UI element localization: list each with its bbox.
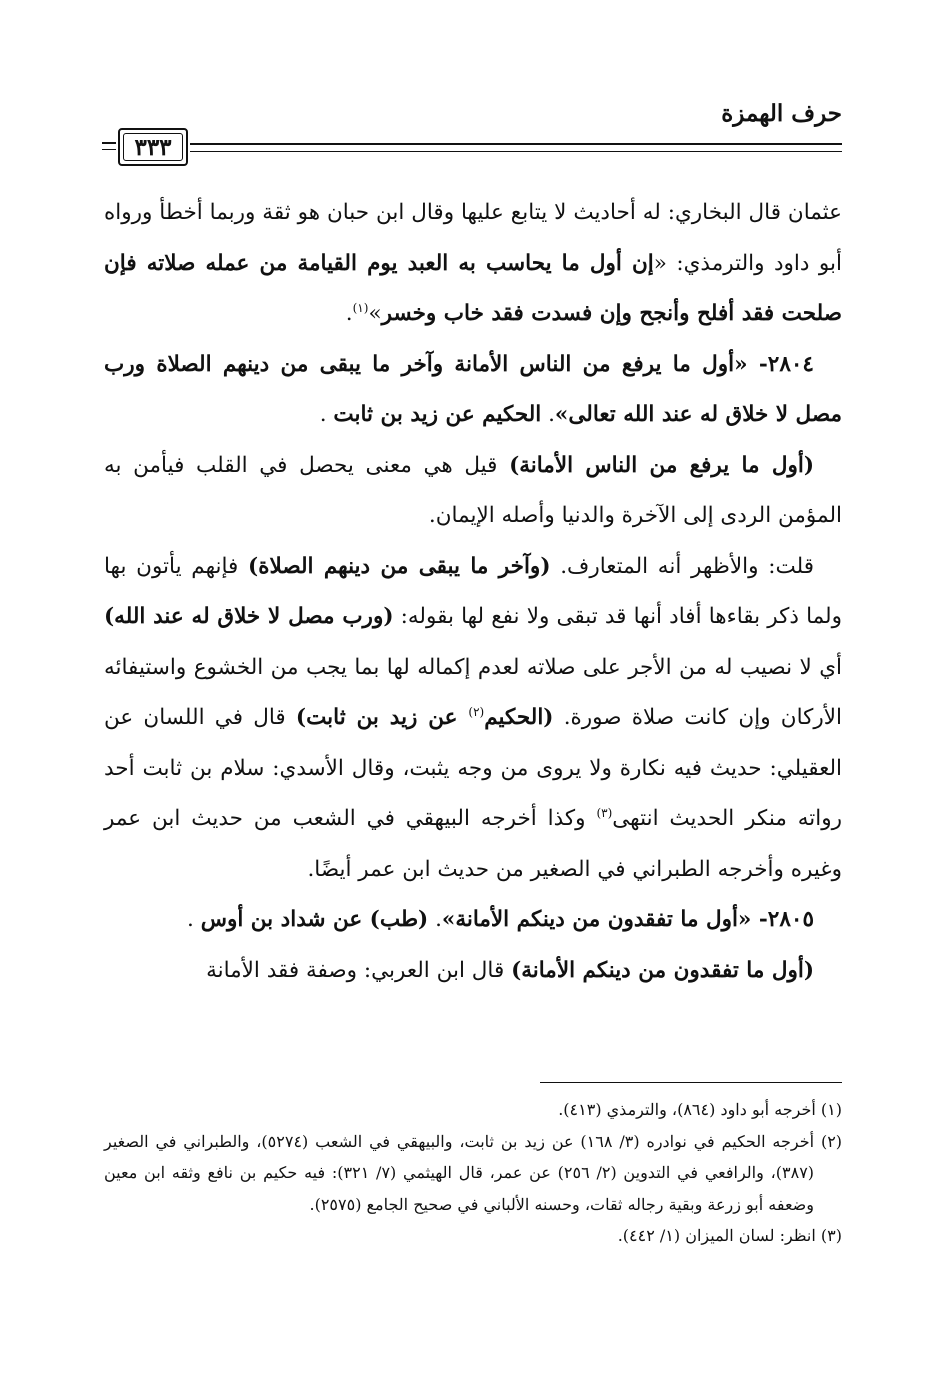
text-run: وكذا أخرجه البيهقي في الشعب من حديث ابن عمر وغيره وأخرجه الطبراني في الصغير من حديث ابن عمر أيضًا. [104,806,842,882]
header-rule [190,143,842,152]
paragraph-4 [104,542,842,896]
main-text [104,188,842,996]
commentary-lemma: (ورب مصل لا خلاق له عند الله) [104,604,394,629]
hadith-quote: إن أول ما يحاسب به العبد يوم القيامة من عمله صلاته فإن صلحت فقد أفلح وأنجح وإن فسدت فقد خاب وخسر [104,250,842,326]
paragraph-1 [104,188,842,340]
footnotes [104,1094,842,1252]
hadith-number: ٢٨٠٤- [747,351,814,377]
hadith-source: (طب) عن شداد بن أوس [200,907,429,932]
text-run: . [428,907,442,932]
text-run: فإنهم يأتون بها ولما ذكر بقاءها أفاد أنها قد تبقى ولا نفع لها بقوله: [104,553,842,629]
hadith-number: ٢٨٠٥- [751,907,814,932]
paragraph-6 [104,946,842,997]
page-number: ٣٣٣ [134,133,172,161]
text-run: قلت: والأظهر أنه المتعارف. [550,553,814,579]
text-run: أي لا نصيب له من الأجر على صلاته لعدم إكماله لها بما يجب من الخشوع واستيفائه الأركان وإن كانت صلاة صورة. [104,654,842,730]
hadith-2804 [104,340,842,441]
running-header-title: حرف الهمزة [721,100,842,127]
footnote-ref-1: (١) [352,300,369,315]
text-run: . [319,402,334,427]
text-run: قيل هي معنى يحصل في القلب فيأمن به المؤمن الردى إلى الآخرة والدنيا وأصله الإيمان. [104,452,842,528]
footnote-ref-2: (٢) [468,704,485,719]
text-run: قال في اللسان عن العقيلي: حديث فيه نكارة ولا يروى من وجه يثبت، وقال الأسدي: سلام بن ثابت أحد رواته منكر الحديث انتهى [104,705,842,831]
hadith-2805 [104,895,842,946]
footnote-1: (١) أخرجه أبو داود (٨٦٤)، والترمذي (٤١٣). [558,1100,842,1119]
text-run: . [187,907,201,932]
text-run: » [368,301,382,326]
commentary-lemma: (وآخر ما يبقى من دينهم الصلاة) [248,553,551,579]
footnote-ref-3: (٣) [596,805,613,820]
commentary-lemma: (أول ما تفقدون من دينكم الأمانة) [511,957,814,983]
text-run: عثمان قال البخاري: له أحاديث لا يتابع عليها وقال ابن حبان هو ثقة وربما أخطأ ورواه أبو داود والترمذي: « [104,200,842,276]
hadith-text: «أول ما تفقدون من دينكم الأمانة» [441,907,752,932]
hadith-text: «أول ما يرفع من الناس الأمانة وآخر ما يبقى من دينهم الصلاة ورب مصل لا خلاق له عند الله تعالى» [104,351,842,427]
footnote-3: (٣) انظر: لسان الميزان (١/ ٤٤٢). [617,1226,842,1245]
commentary-lemma: عن زيد بن ثابت) [295,705,469,730]
paragraph-3 [104,441,842,542]
commentary-lemma: (الحكيم [484,705,554,730]
footnote-separator [540,1082,842,1083]
text-run: . [345,301,353,326]
page-number-box [118,128,188,166]
text-run: . [541,402,555,427]
header-rule-end [102,142,116,150]
text-run: قال ابن العربي: وصفة فقد الأمانة [206,957,512,983]
footnote-2: (٢) أخرجه الحكيم في نوادره (٣/ ١٦٨) عن زيد بن ثابت، والبيهقي في الشعب (٥٢٧٤)، والطبراني في الصغير (٣٨٧)، والرافعي في التدوين (٢/ ٢٥٦) عن عمر، قال الهيثمي (٧/ ٣٢١): فيه حكيم بن نافع وثقه ابن معين وضعفه أبو زرعة وبقية رجاله ثقات، وحسنه الألباني في صحيح الجامع (٢٥٧٥). [104,1131,843,1214]
commentary-lemma: (أول ما يرفع من الناس الأمانة) [509,452,815,478]
hadith-source: الحكيم عن زيد بن ثابت [333,402,542,427]
